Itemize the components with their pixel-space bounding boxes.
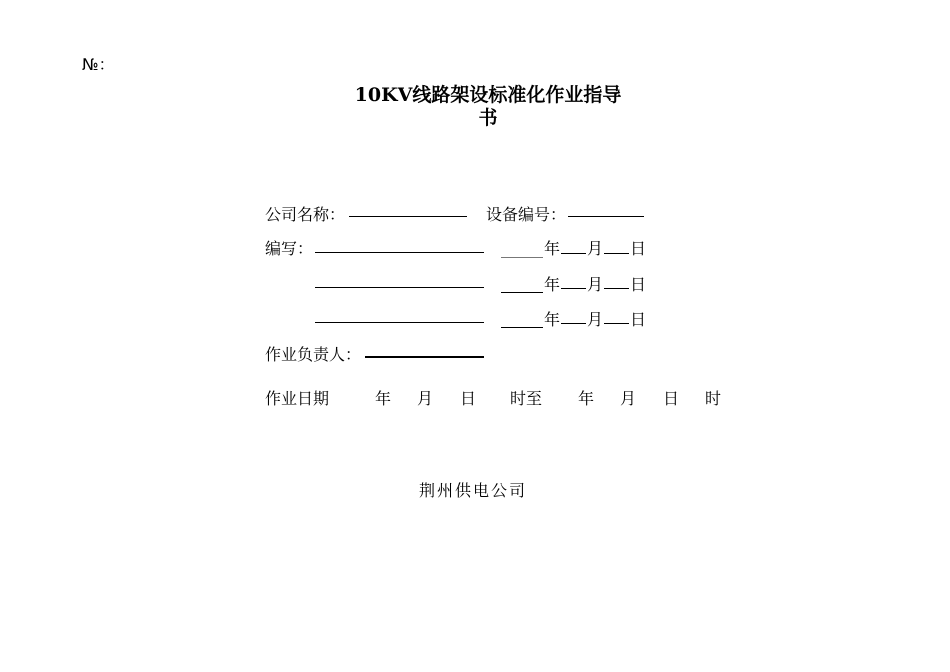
day-label: 日 (630, 239, 647, 258)
month-label: 月 (587, 275, 604, 294)
company-name-label: 公司名称： (265, 205, 346, 224)
year-label: 年 (544, 275, 561, 294)
end-year-label: 年 (578, 389, 595, 408)
start-hour-to-label: 时至 (510, 389, 543, 408)
date-day-field-2[interactable] (604, 288, 629, 289)
start-month-label: 月 (417, 389, 434, 408)
device-number-label: 设备编号： (486, 205, 567, 224)
document-title: 10KV线路架设标准化作业指导 (354, 84, 622, 106)
start-day-label: 日 (460, 389, 477, 408)
year-label: 年 (544, 310, 561, 329)
start-year-label: 年 (375, 389, 392, 408)
date-day-field-3[interactable] (604, 323, 629, 324)
author-field-1[interactable] (315, 252, 484, 253)
date-year-field-3[interactable] (501, 327, 543, 328)
year-label: 年 (544, 239, 561, 258)
month-label: 月 (587, 239, 604, 258)
document-number-label: №： (82, 55, 115, 74)
issuing-company: 荆州供电公司 (419, 481, 528, 500)
day-label: 日 (630, 275, 647, 294)
date-month-field-3[interactable] (561, 323, 586, 324)
device-number-field[interactable] (568, 216, 644, 217)
author-field-2[interactable] (315, 287, 484, 288)
author-field-3[interactable] (315, 322, 484, 323)
date-month-field-2[interactable] (561, 288, 586, 289)
date-day-field-1[interactable] (604, 253, 629, 254)
end-month-label: 月 (620, 389, 637, 408)
date-month-field-1[interactable] (561, 253, 586, 254)
work-leader-label: 作业负责人： (265, 345, 362, 364)
month-label: 月 (587, 310, 604, 329)
document-title-continued: 书 (478, 107, 498, 129)
end-day-label: 日 (663, 389, 680, 408)
end-hour-label: 时 (705, 389, 722, 408)
work-date-label: 作业日期 (265, 389, 330, 408)
day-label: 日 (630, 310, 647, 329)
date-year-field-1[interactable] (501, 257, 543, 258)
author-label: 编写： (265, 239, 314, 258)
date-year-field-2[interactable] (501, 292, 543, 293)
work-leader-field[interactable] (365, 356, 484, 358)
company-name-field[interactable] (349, 216, 467, 217)
